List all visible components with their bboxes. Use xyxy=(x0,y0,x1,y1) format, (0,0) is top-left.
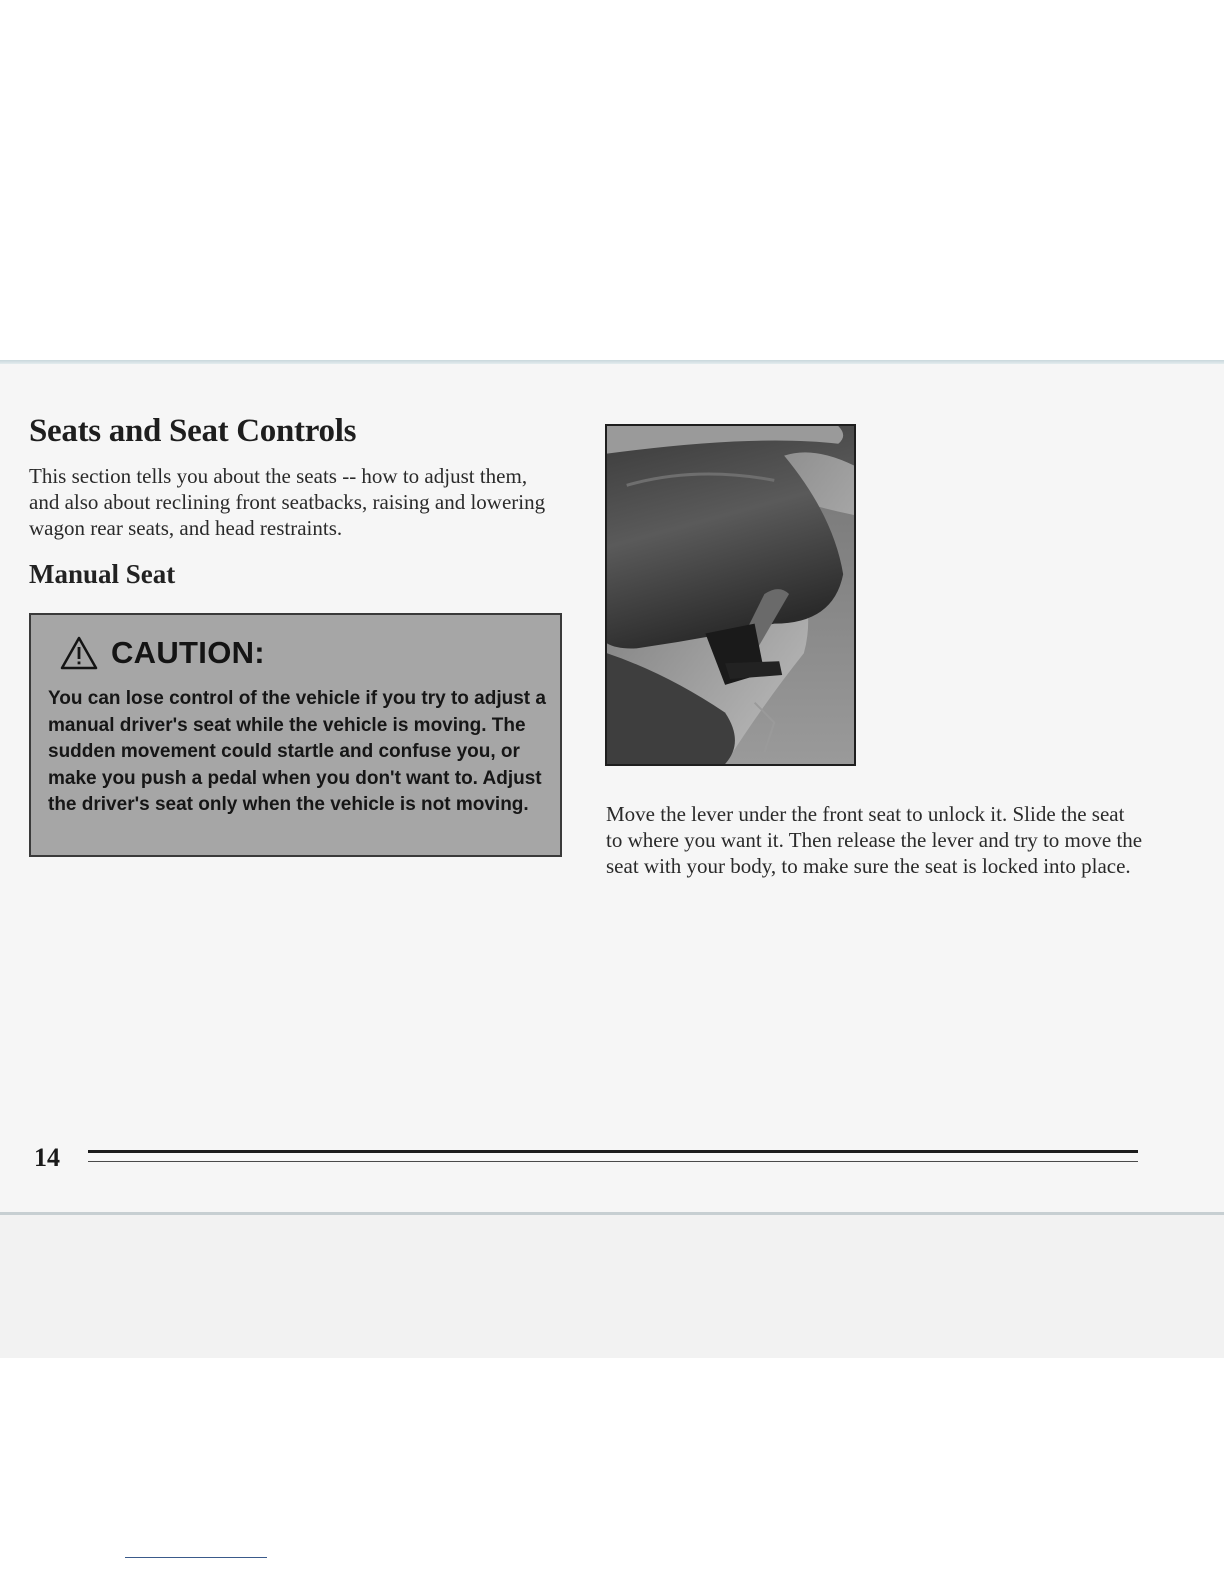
caution-header xyxy=(59,635,265,671)
footer-rule xyxy=(88,1150,1138,1153)
section-intro: This section tells you about the seats -- how to adjust them, and also about reclining front seatbacks, raising and lowering wagon rear seats, and head restraints. xyxy=(29,464,546,540)
caution-text: You can lose control of the vehicle if you try to adjust a manual driver's seat while the vehicle is moving. The sudden movement could startle and confuse you, or make you push a pedal when you don't want to. Adjust the driver's seat only when the vehicle is not moving. xyxy=(48,688,546,815)
caution-box xyxy=(29,613,562,857)
manual-seat-heading: Manual Seat xyxy=(29,559,176,589)
page-bottom-band xyxy=(0,1215,1224,1358)
warning-triangle-icon xyxy=(59,635,99,671)
section-title: Seats and Seat Controls xyxy=(29,413,357,449)
caution-label: CAUTION: xyxy=(111,635,265,670)
page-top-edge xyxy=(0,360,1224,364)
seat-lever-illustration xyxy=(607,426,854,764)
stray-rule xyxy=(125,1557,267,1558)
instructions-text: Move the lever under the front seat to unlock it. Slide the seat to where you want it. Then release the lever and try to move the seat with your body, to make sure the seat is locked into place. xyxy=(606,802,1143,878)
page-number: 14 xyxy=(34,1143,60,1172)
seat-lever-photo xyxy=(605,424,856,766)
footer-rule-thin xyxy=(88,1161,1138,1162)
